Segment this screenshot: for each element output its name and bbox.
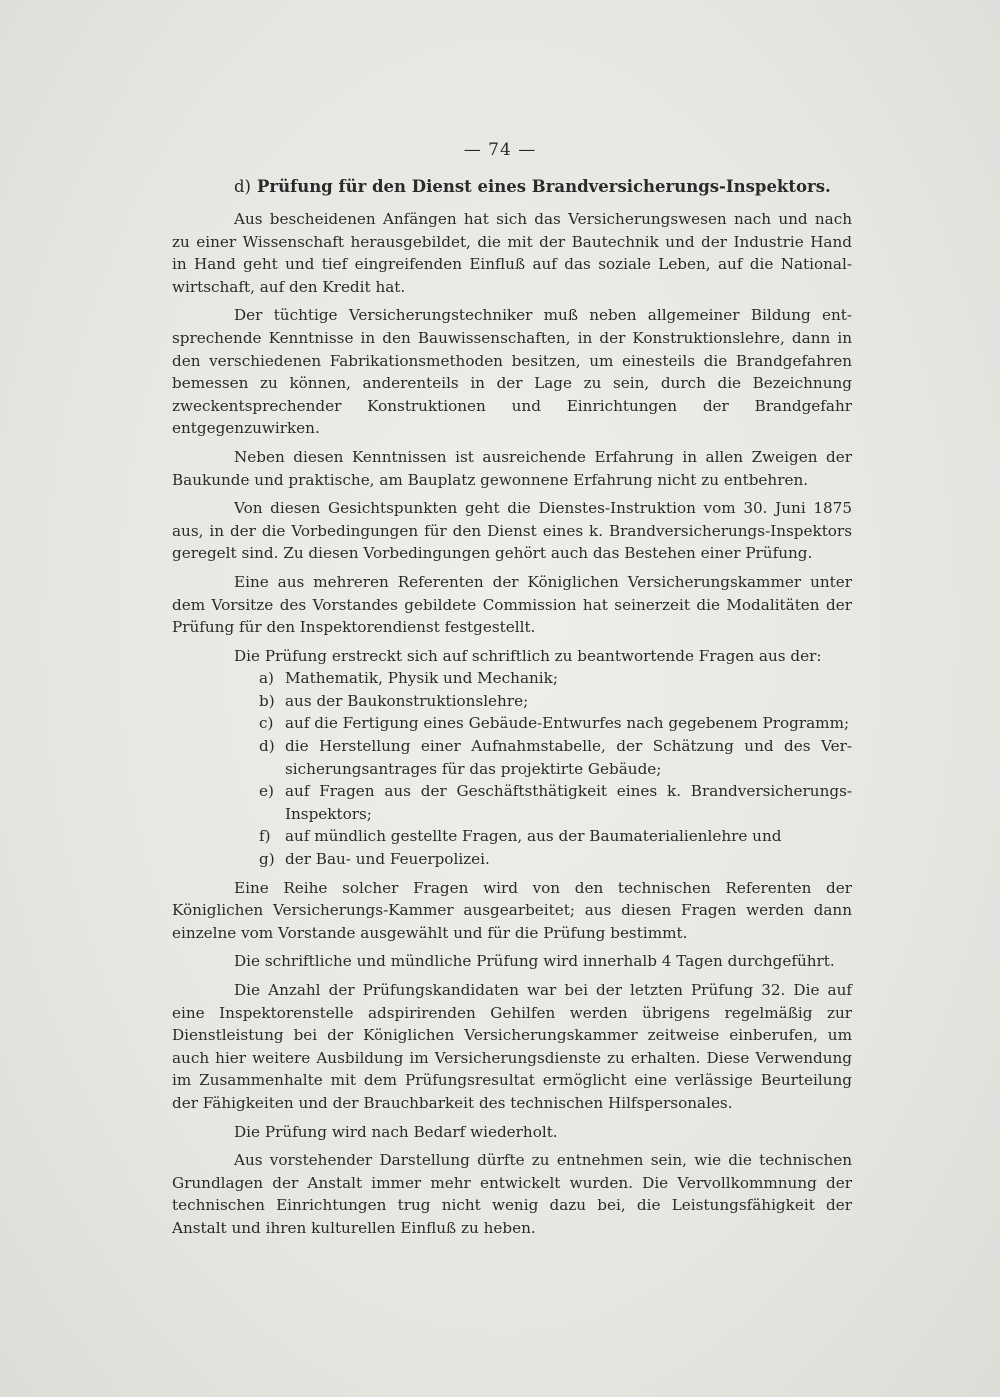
list-item-text: die Herstellung einer Aufnahmstabelle, der Schätzung und des Versicherungsantrages für das projektirte Gebäude; xyxy=(285,737,852,778)
paragraph: Von diesen Gesichtspunkten geht die Dienstes-Instruktion vom 30. Juni 1875 aus, in der die Vorbedingungen für den Dienst eines k. Brandversicherungs-Inspektors geregelt sind. Zu diesen Vorbedingungen gehört auch das Bestehen einer Prüfung. xyxy=(172,499,852,563)
list-item-text: auf Fragen aus der Geschäftsthätigkeit eines k. Brandversicherungs-Inspektors; xyxy=(285,782,852,823)
section-title: Prüfung für den Dienst eines Brandversicherungs-Inspektors. xyxy=(257,177,831,196)
list-item-letter: b) xyxy=(259,691,275,710)
list-item xyxy=(172,780,852,825)
paragraph: Neben diesen Kenntnissen ist ausreichende Erfahrung in allen Zweigen der Baukunde und praktische, am Bauplatz gewonnene Erfahrung nicht zu entbehren. xyxy=(172,447,852,489)
list-item xyxy=(172,848,852,871)
list-item-text: Mathematik, Physik und Mechanik; xyxy=(285,669,558,688)
paragraph: Die Anzahl der Prüfungskandidaten war bei der letzten Prüfung 32. Die auf eine Inspektorenstelle adspirirenden Gehilfen werden übrigens regelmäßig zur Dienstleistung bei der Königlichen Versicherungskammer zeitweise einberufen, um auch hier weitere Ausbildung im Versicherungsdienste zu erhalten. Diese Verwendung im Zusammenhalte mit dem Prüfungsresultat ermöglicht eine verlässige Beurteilung der Fähigkeiten und der Brauchbarkeit des technischen Hilfspersonales. xyxy=(172,981,852,1112)
exam-subject-list xyxy=(172,667,852,870)
list-item-text: auf die Fertigung eines Gebäude-Entwurfes nach gegebenem Programm; xyxy=(285,714,850,733)
list-item xyxy=(172,667,852,690)
page-number: — 74 — xyxy=(463,140,537,160)
list-item-text: der Bau- und Feuerpolizei. xyxy=(285,850,490,869)
list-item-text: auf mündlich gestellte Fragen, aus der Baumaterialienlehre und xyxy=(285,827,782,846)
list-item xyxy=(172,735,852,780)
list-item-letter: f) xyxy=(259,827,271,846)
list-item-letter: a) xyxy=(259,669,274,688)
paragraph: Der tüchtige Versicherungstechniker muß neben allgemeiner Bildung entsprechende Kenntnisse in den Bauwissenschaften, in der Konstruktionslehre, dann in den verschiedenen Fabrikationsmethoden besitzen, um einesteils die Brandgefahren bemessen zu können, anderenteils in der Lage zu sein, durch die Bezeichnung zweckentsprechender Konstruktionen und Einrichtungen der Brandgefahr entgegenzuwirken. xyxy=(172,306,852,438)
list-item xyxy=(172,825,852,848)
paragraph: Die Prüfung wird nach Bedarf wiederholt. xyxy=(234,1122,558,1141)
list-intro: Die Prüfung erstreckt sich auf schriftlich zu beantwortende Fragen aus der: xyxy=(234,646,822,665)
list-item xyxy=(172,712,852,735)
paragraph: Eine Reihe solcher Fragen wird von den technischen Referenten der Königlichen Versicherungs-Kammer ausgearbeitet; aus diesen Fragen werden dann einzelne vom Vorstande ausgewählt und für die Prüfung bestimmt. xyxy=(172,878,852,942)
list-item-text: aus der Baukonstruktionslehre; xyxy=(285,691,529,710)
list-item-letter: g) xyxy=(259,850,275,869)
paragraph: Aus vorstehender Darstellung dürfte zu entnehmen sein, wie die technischen Grundlagen der Anstalt immer mehr entwickelt wurden. Die Vervollkommnung der technischen Einrichtungen trug nicht wenig dazu bei, die Leistungsfähigkeit der Anstalt und ihren kulturellen Einfluß zu heben. xyxy=(172,1151,852,1237)
list-item-letter: d) xyxy=(259,737,275,756)
list-item-letter: c) xyxy=(259,714,274,733)
paragraph: Eine aus mehreren Referenten der Königlichen Versicherungskammer unter dem Vorsitze des Vorstandes gebildete Commission hat seinerzeit die Modalitäten der Prüfung für den Inspektorendienst festgestellt. xyxy=(172,572,852,637)
paragraph: Die schriftliche und mündliche Prüfung wird innerhalb 4 Tagen durchgeführt. xyxy=(234,952,835,971)
section-heading xyxy=(234,176,852,198)
list-item-letter: e) xyxy=(259,782,274,801)
paragraph: Aus bescheidenen Anfängen hat sich das Versicherungswesen nach und nach zu einer Wissenschaft herausgebildet, die mit der Bautechnik und der Industrie Hand in Hand geht und tief eingreifenden Einfluß auf das soziale Leben, auf die Nationalwirtschaft, auf den Kredit hat. xyxy=(172,210,852,296)
section-marker: d) xyxy=(234,177,251,196)
list-item xyxy=(172,690,852,713)
document-body xyxy=(172,176,852,1246)
